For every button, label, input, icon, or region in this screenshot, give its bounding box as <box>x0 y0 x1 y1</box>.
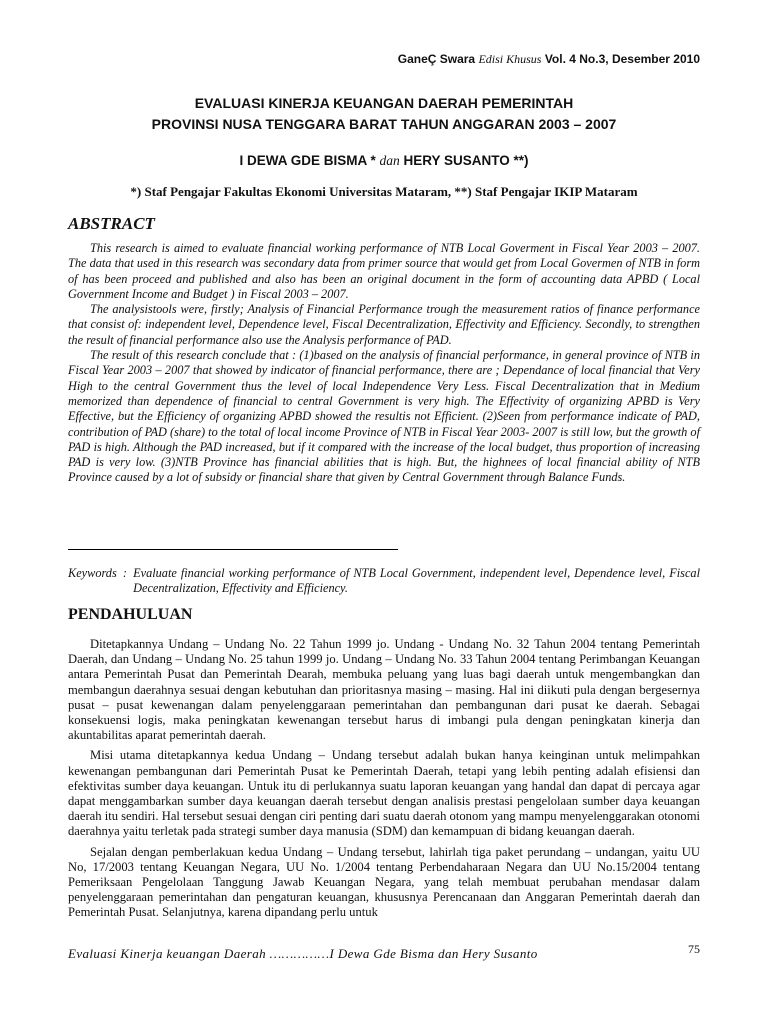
abstract-paragraph: The analysistools were, firstly; Analysis of Financial Performance trough the measurement ratios of finance performance that consist of: independent level, Dependence level, Fiscal Decentralization, Effectivity and Efficiency. Secondly, to strengthen the result of financial performance also use the Analysis performance of PAD. <box>68 302 700 347</box>
title-line-1: EVALUASI KINERJA KEUANGAN DAERAH PEMERINTAH <box>194 95 574 111</box>
journal-name: GaneÇ Swara <box>397 52 476 66</box>
section-body <box>68 637 700 926</box>
journal-edition: Edisi Khusus <box>478 52 542 66</box>
abstract-heading: ABSTRACT <box>68 214 155 233</box>
keywords-block <box>68 566 700 596</box>
author-line <box>0 153 768 169</box>
abstract-body <box>68 241 700 486</box>
page-footer <box>68 942 700 966</box>
body-paragraph: Ditetapkannya Undang – Undang No. 22 Tahun 1999 jo. Undang - Undang No. 32 Tahun 2004 tentang Pemerintah Daerah, dan Undang – Undang No. 25 tahun 1999 jo. Undang – Undang No. 33 Tahun 2004 tentang Perimbangan Keuangan antara Pemerintah Pusat dan Pemerintah Dearah, membuka peluang yang luas bagi daerah untuk mengembangkan dan membangun daerahnya sesuai dengan kebutuhan dan prioritasnya masing – masing. Hal ini diikuti pula dengan bergesernya pusat – pusat kewenangan dalam penyelenggaraan pemerintahan dan pembangunan dari pusat ke daerah. Sebagai konsekuensi logis, maka peningkatan kewenangan tersebut harus di imbangi pula dengan peningkatan kinerja dan akuntabilitas aparat pemerintah daerah. <box>68 637 700 743</box>
journal-header <box>398 52 700 67</box>
page-number: 75 <box>688 942 700 956</box>
abstract-paragraph: This research is aimed to evaluate financial working performance of NTB Local Goverment in Fiscal Year 2003 – 2007. The data that used in this research was secondary data from primer source that would get from Local Govermen of NTB in form of has been proceed and published and also has been an original document in the form of accounting data APBD ( Local Government Income and Budget ) in Fiscal 2003 – 2007. <box>68 241 700 301</box>
journal-volume: Vol. 4 No.3, Desember 2010 <box>544 52 700 66</box>
author-1: I DEWA GDE BISMA * <box>239 153 376 168</box>
author-2: HERY SUSANTO **) <box>403 153 529 168</box>
author-connector: dan <box>379 153 400 168</box>
article-title <box>0 93 768 135</box>
body-paragraph: Misi utama ditetapkannya kedua Undang – Undang tersebut adalah bukan hanya keinginan untuk melimpahkan kewenangan pembangunan dari Pemerintah Pusat ke Pemerintah Daerah, tetapi yang lebih penting adalah efisiensi dan efektivitas sumber daya keuangan. Untuk itu di perlukannya suatu laporan keuangan yang handal dan dapat di percaya agar dapat menggambarkan sumber daya keuangan daerah tersebut dengan analisis prestasi pengelolaan sumber daya keuangan daerah itu sendiri. Hal tersebut sesuai dengan ciri penting dari suatu daerah otonom yang mampu menyelenggarakan otonomi daerahnya yaitu terletak pada strategi sumber daya manusia (SDM) dan kemampuan di bidang keuangan daerah. <box>68 748 700 839</box>
keywords-label: Keywords : <box>68 566 134 580</box>
abstract-paragraph: The result of this research conclude that : (1)based on the analysis of financial performance, in general province of NTB in Fiscal Year 2003 – 2007 that showed by indicator of financial performance, there are ; Dependance of local financial that Very High to the central Government thus the level of local Independence Very Less. Fiscal Decentralization that in Medium memorized than dependence of financial to central Government is very high. The Effectivity of organizing APBD is Very Effective, but the Efficiency of organizing APBD showed the resultis not Efficient. (2)Seen from performance indicate of PAD, contribution of PAD (share) to the total of local income Province of NTB in Fiscal Year 2003- 2007 is still low, but the growth of PAD is high. Although the PAD increased, but if it compared with the increase of the local budget, thus proportion of increasing PAD is very low. (3)NTB Province has financial abilities that is high. But, the highnees of local financial ability of NTB Province caused by a lot of subsidy or financial share that given by Central Government through Balance Funds. <box>68 348 700 485</box>
keywords-text: Evaluate financial working performance of NTB Local Government, independent level, Dependence level, Fiscal Decentralization, Effectivity and Efficiency. <box>133 566 700 595</box>
body-paragraph: Sejalan dengan pemberlakuan kedua Undang – Undang tersebut, lahirlah tiga paket perundang – undangan, yaitu UU No, 17/2003 tentang Keuangan Negara, UU No. 1/2004 tentang Perbendaharaan Negara dan UU No.15/2004 tentang Pemeriksaan Pengelolaan Tanggung Jawab Keuangan Negara, yang telah membuat perubahan mendasar dalam penyelenggaraan pemerintahan dan pengaturan keuangan, khususnya Perencanaan dan Anggaran Pemerintah daerah dan Pemerintah Pusat. Selanjutnya, karena dipandang perlu untuk <box>68 844 700 920</box>
abstract-divider <box>68 549 398 550</box>
author-affiliation: *) Staf Pengajar Fakultas Ekonomi Universitas Mataram, **) Staf Pengajar IKIP Mataram <box>130 184 638 199</box>
section-heading: PENDAHULUAN <box>68 606 193 623</box>
title-line-2: PROVINSI NUSA TENGGARA BARAT TAHUN ANGGARAN 2003 – 2007 <box>151 116 617 132</box>
running-title: Evaluasi Kinerja keuangan Daerah ……………I Dewa Gde Bisma dan Hery Susanto <box>68 946 538 961</box>
